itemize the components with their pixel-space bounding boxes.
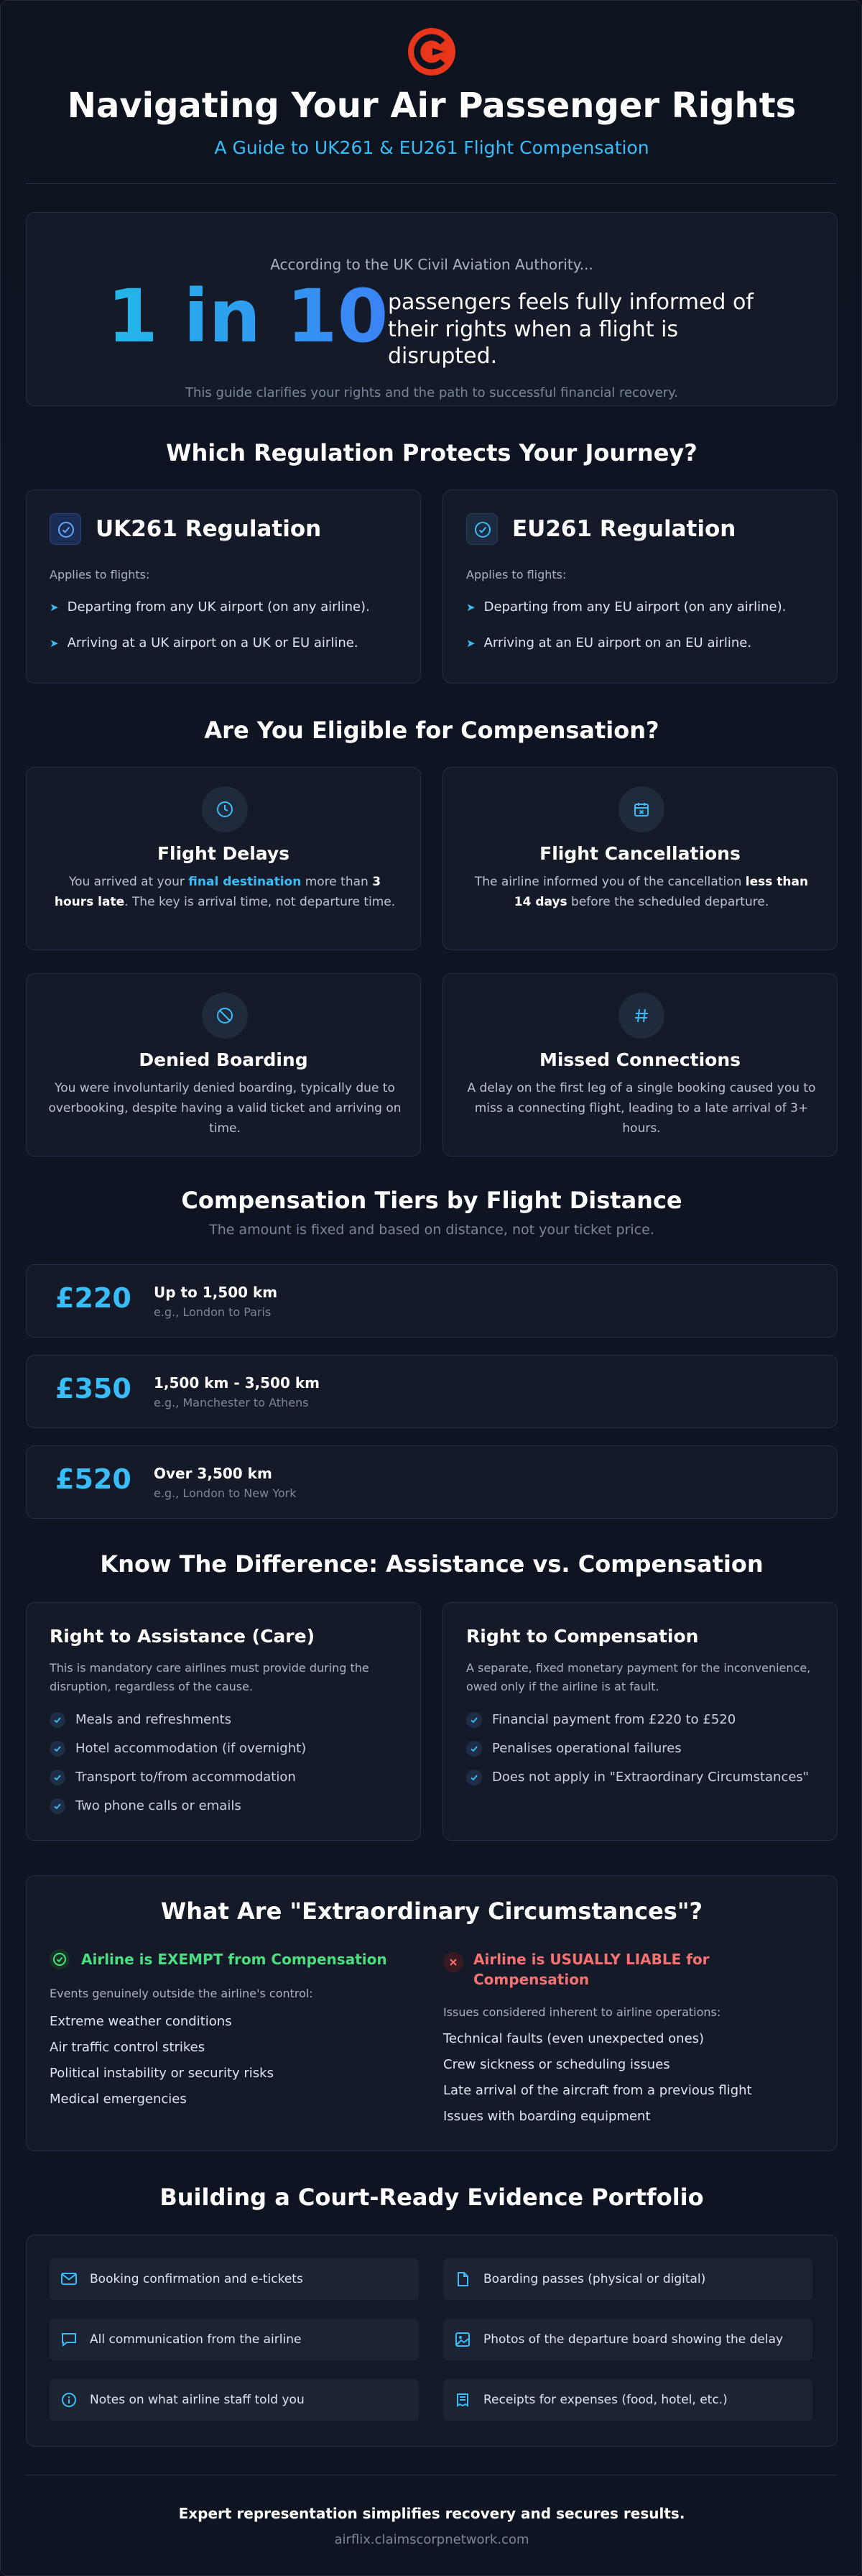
- regulations-title: Which Regulation Protects Your Journey?: [166, 439, 698, 466]
- denied-title: Denied Boarding: [139, 1049, 308, 1070]
- compensation-item: Does not apply in "Extraordinary Circumstances": [466, 1770, 809, 1785]
- check-icon: [50, 1770, 65, 1785]
- uk261-card: [26, 489, 421, 684]
- eu261-title: EU261 Regulation: [512, 516, 736, 542]
- extraordinary-card: [26, 1875, 838, 2151]
- stat-text: passengers feels fully informed of their rights when a flight is disrupted.: [388, 290, 754, 369]
- tier-example: e.g., London to Paris: [154, 1305, 272, 1319]
- tier-row: [26, 1445, 838, 1519]
- uk261-item: ➤ Departing from any UK airport (on any airline).: [50, 599, 370, 615]
- assistance-card: [26, 1602, 421, 1841]
- check-icon: [466, 1741, 482, 1757]
- uk261-applies: Applies to flights:: [50, 568, 150, 581]
- tier-distance: 1,500 km - 3,500 km: [154, 1374, 320, 1392]
- delays-title: Flight Delays: [157, 843, 290, 864]
- check-badge-icon: [466, 513, 498, 545]
- cancellations-body: The airline informed you of the cancellation less than 14 days before the scheduled departure.: [474, 875, 809, 909]
- check-icon: [50, 1741, 65, 1757]
- page-subtitle: A Guide to UK261 & EU261 Flight Compensation: [214, 137, 649, 158]
- icon-circle: [618, 993, 664, 1039]
- tier-example: e.g., Manchester to Athens: [154, 1396, 309, 1409]
- denied-body: You were involuntarily denied boarding, typically due to overbooking, despite having a valid ticket and arriving on time.: [48, 1081, 402, 1136]
- assistance-title: Right to Assistance (Care): [50, 1626, 315, 1647]
- liable-item: Late arrival of the aircraft from a previous flight: [443, 2083, 752, 2098]
- footer-tagline: Expert representation simplifies recovery and secures results.: [178, 2505, 685, 2522]
- compensation-item: Financial payment from £220 to £520: [466, 1712, 736, 1728]
- exempt-item: Political instability or security risks: [50, 2066, 274, 2081]
- stat-big-number: 1 in 10: [107, 273, 389, 361]
- check-icon: [466, 1712, 482, 1728]
- missed-connections-card: [442, 973, 838, 1156]
- arrow-right-icon: ➤: [466, 601, 476, 614]
- uk261-item: ➤ Arriving at a UK airport on a UK or EU airline.: [50, 635, 358, 650]
- check-icon: [50, 1798, 65, 1814]
- receipt-icon: [455, 2393, 471, 2407]
- stat-footnote: This guide clarifies your rights and the path to successful financial recovery.: [185, 385, 678, 400]
- delays-body: You arrived at your final destination more than 3 hours late. The key is arrival time, not departure time.: [54, 875, 396, 909]
- difference-title: Know The Difference: Assistance vs. Compensation: [100, 1550, 764, 1578]
- liable-item: Technical faults (even unexpected ones): [443, 2031, 705, 2046]
- icon-circle: [618, 786, 664, 832]
- tier-amount: £220: [55, 1282, 131, 1314]
- compensation-desc: A separate, fixed monetary payment for the inconvenience, owed only if the airline is at fault.: [466, 1661, 811, 1693]
- check-icon: [466, 1770, 482, 1785]
- exempt-item: Extreme weather conditions: [50, 2014, 232, 2029]
- evidence-item: All communication from the airline: [50, 2319, 419, 2360]
- compensation-item: Penalises operational failures: [466, 1741, 682, 1757]
- liable-item: Issues with boarding equipment: [443, 2109, 651, 2124]
- tier-row: [26, 1355, 838, 1428]
- ban-icon: [216, 1007, 233, 1024]
- chat-icon: [61, 2332, 77, 2347]
- assistance-desc: This is mandatory care airlines must provide during the disruption, regardless of the cause.: [50, 1661, 369, 1693]
- exempt-item: Medical emergencies: [50, 2092, 187, 2107]
- icon-circle: [202, 993, 248, 1039]
- tier-amount: £520: [55, 1463, 131, 1495]
- clock-icon: [216, 801, 233, 818]
- document-icon: [455, 2272, 471, 2286]
- stat-card: [26, 212, 838, 406]
- icon-circle: [202, 786, 248, 832]
- info-icon: [61, 2393, 77, 2407]
- exempt-subtitle: Events genuinely outside the airline's control:: [50, 1987, 313, 2000]
- check-circle-icon: [50, 1949, 70, 1969]
- compensation-card: [442, 1602, 838, 1841]
- arrow-right-icon: ➤: [50, 601, 59, 614]
- tiers-title: Compensation Tiers by Flight Distance: [181, 1187, 682, 1214]
- liable-subtitle: Issues considered inherent to airline operations:: [443, 2005, 721, 2019]
- divider: [26, 183, 836, 184]
- brand-logo-icon: [407, 27, 457, 77]
- tiers-subtitle: The amount is fixed and based on distance, not your ticket price.: [209, 1222, 654, 1238]
- tier-amount: £350: [55, 1373, 131, 1404]
- evidence-title: Building a Court-Ready Evidence Portfolio: [159, 2184, 704, 2211]
- assistance-item: Two phone calls or emails: [50, 1798, 241, 1814]
- cancellations-card: [442, 767, 838, 950]
- assistance-item: Meals and refreshments: [50, 1712, 231, 1728]
- eu261-card: [442, 489, 838, 684]
- arrow-right-icon: ➤: [466, 637, 476, 650]
- extraordinary-title: What Are "Extraordinary Circumstances"?: [160, 1898, 703, 1925]
- exempt-item: Air traffic control strikes: [50, 2040, 205, 2055]
- missed-body: A delay on the first leg of a single booking caused you to miss a connecting flight, leading to a late arrival of 3+ hours.: [467, 1081, 816, 1136]
- check-icon: [50, 1712, 65, 1728]
- hash-icon: [633, 1007, 650, 1024]
- missed-title: Missed Connections: [539, 1049, 741, 1070]
- evidence-item: Boarding passes (physical or digital): [443, 2258, 812, 2300]
- assistance-item: Transport to/from accommodation: [50, 1770, 296, 1785]
- calendar-x-icon: [633, 801, 650, 818]
- tier-distance: Up to 1,500 km: [154, 1284, 278, 1301]
- evidence-card: [26, 2235, 838, 2447]
- eu261-applies: Applies to flights:: [466, 568, 567, 581]
- uk261-title: UK261 Regulation: [96, 516, 322, 542]
- eu261-item: ➤ Arriving at an EU airport on an EU airline.: [466, 635, 752, 650]
- x-circle-icon: [443, 1952, 463, 1972]
- tier-example: e.g., London to New York: [154, 1486, 297, 1500]
- cancellations-title: Flight Cancellations: [539, 843, 741, 864]
- evidence-item: Booking confirmation and e-tickets: [50, 2258, 419, 2300]
- eligibility-title: Are You Eligible for Compensation?: [204, 717, 659, 744]
- page-title: Navigating Your Air Passenger Rights: [67, 86, 797, 126]
- evidence-item: Photos of the departure board showing the delay: [443, 2319, 812, 2360]
- stat-intro: According to the UK Civil Aviation Authority...: [270, 256, 593, 273]
- evidence-item: Notes on what airline staff told you: [50, 2379, 419, 2421]
- evidence-item: Receipts for expenses (food, hotel, etc.): [443, 2379, 812, 2421]
- footer-link[interactable]: airflix.claimscorpnetwork.com: [334, 2532, 529, 2547]
- tier-row: [26, 1264, 838, 1338]
- compensation-title: Right to Compensation: [466, 1626, 699, 1647]
- eu261-item: ➤ Departing from any EU airport (on any airline).: [466, 599, 787, 615]
- liable-heading: Airline is USUALLY LIABLE for Compensation: [473, 1951, 710, 1988]
- arrow-right-icon: ➤: [50, 637, 59, 650]
- assistance-item: Hotel accommodation (if overnight): [50, 1741, 306, 1757]
- delays-card: [26, 767, 421, 950]
- image-icon: [455, 2332, 471, 2347]
- tier-distance: Over 3,500 km: [154, 1465, 272, 1482]
- exempt-heading: Airline is EXEMPT from Compensation: [81, 1951, 387, 1968]
- denied-boarding-card: [26, 973, 421, 1156]
- mail-icon: [61, 2272, 77, 2286]
- liable-item: Crew sickness or scheduling issues: [443, 2057, 670, 2072]
- check-badge-icon: [50, 513, 81, 545]
